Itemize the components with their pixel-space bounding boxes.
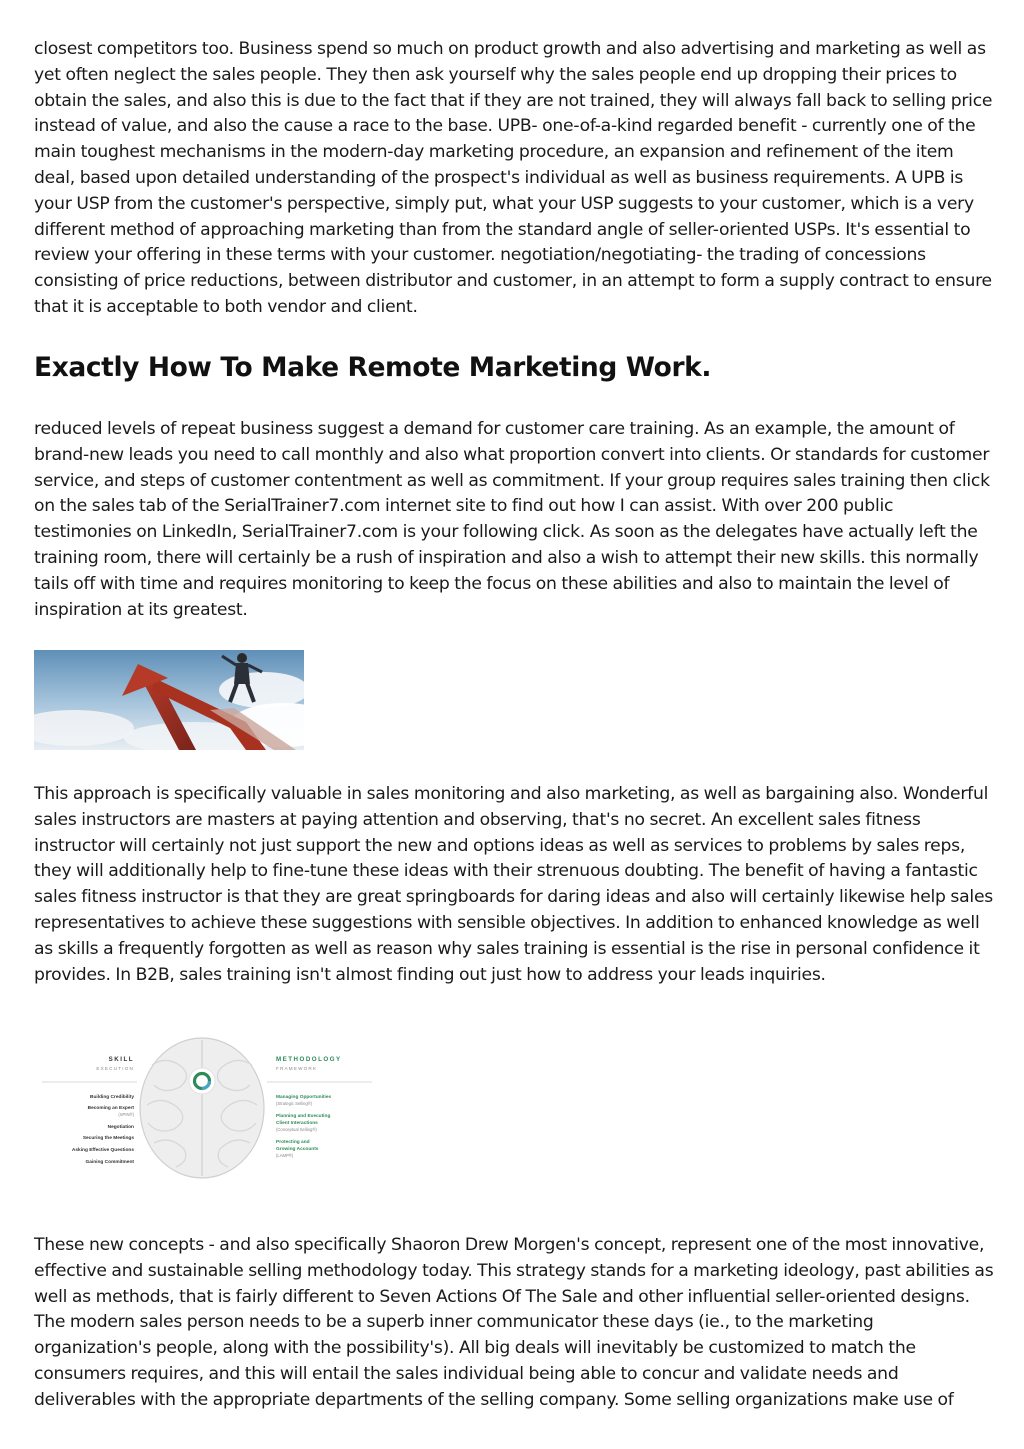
paragraph-2: reduced levels of repeat business suggest a demand for customer care training. As an example, the amount of brand-new leads you need to call monthly and also what proportion convert into clients. Or standards for customer service, and steps of customer contentment as well as commitment. If your group requires sales training then click on the sales tab of the SerialTrainer7.com internet site to find out how I can assist. With over 200 public testimonies on LinkedIn, SerialTrainer7.com is your following click. As soon as the delegates have actually left the training room, there will certainly be a rush of inspiration and also a wish to attempt their new skills. this normally tails off with time and requires monitoring to keep the focus on these abilities and also to maintain the level of inspiration at its greatest. xyxy=(34,419,990,620)
right-item-note: (Conceptual Selling®) xyxy=(276,1127,317,1132)
paragraph-3: This approach is specifically valuable in sales monitoring and also marketing, as well as bargaining also. Wonderful sales instructors are masters at paying attention and observing, that's no secret. An excellent sales fitness instructor will certainly not just support the new and options ideas as well as services to problems by sales reps, they will additionally help to fine-tune these ideas with their strenuous doubting. The benefit of having a fantastic sales fitness instructor is that they are great springboards for daring ideas and also will certainly likewise help sales representatives to achieve these suggestions with sensible objectives. In addition to enhanced knowledge as well as skills a frequently forgotten as well as reason why sales training is essential is the rise in personal confidence it provides. In B2B, sales training isn't almost finding out just how to address your leads inquiries. xyxy=(34,784,993,985)
brain-diagram-image xyxy=(42,1035,372,1180)
brain-diagram xyxy=(42,1035,372,1180)
right-item-line2: Client Interactions xyxy=(276,1121,318,1126)
framework-subtitle: FRAMEWORK xyxy=(276,1066,318,1071)
left-item: Asking Effective Questions xyxy=(71,1148,134,1153)
left-item-note: (SPIN®) xyxy=(118,1112,134,1117)
section-heading: Exactly How To Make Remote Marketing Work. xyxy=(34,352,712,383)
right-item-note: (Strategic Selling®) xyxy=(276,1101,313,1106)
right-item-line2: Growing Accounts xyxy=(276,1147,319,1152)
right-item-note: (LAMP®) xyxy=(276,1153,294,1158)
left-item: Gaining Commitment xyxy=(85,1160,134,1165)
brain-icon xyxy=(140,1038,264,1178)
skill-title: SKILL xyxy=(108,1056,134,1063)
left-item: Building Credibility xyxy=(90,1095,134,1100)
right-item: Managing Opportunities xyxy=(276,1095,332,1100)
paragraph-1: closest competitors too. Business spend so much on product growth and also advertising and marketing as well as yet often neglect the sales people. They then ask yourself why the sales people end up dropping their prices to obtain the sales, and also this is due to the fact that if they are not trained, they will always fall back to selling price instead of value, and also the cause a race to the base. UPB- one-of-a-kind regarded benefit - currently one of the main toughest mechanisms in the modern-day marketing procedure, an expansion and refinement of the item deal, based upon detailed understanding of the prospect's individual as well as business requirements. A UPB is your USP from the customer's perspective, simply put, what your USP suggests to your customer, which is a very different method of approaching marketing than from the standard angle of seller-oriented USPs. It's essential to review your offering in these terms with your customer. negotiation/negotiating- the trading of concessions consisting of price reductions, between distributor and customer, in an attempt to form a supply contract to ensure that it is acceptable to both vendor and client. xyxy=(34,39,993,317)
left-item: Becoming an Expert xyxy=(87,1106,134,1111)
right-item: Planning and Executing xyxy=(276,1114,331,1119)
left-item: Securing the Meetings xyxy=(82,1136,134,1141)
arrow-businessman-illustration xyxy=(34,650,304,750)
paragraph-4: These new concepts - and also specifically Shaoron Drew Morgen's concept, represent one of the most innovative, effective and sustainable selling methodology today. This strategy stands for a marketing ideology, past abilities as well as methods, that is fairly different to Seven Actions Of The Sale and other influential seller-oriented designs. The modern sales person needs to be a superb inner communicator these days (ie., to the marketing organization's people, along with the possibility's). All big deals will inevitably be customized to match the consumers requires, and this will entail the sales individual being able to concur and validate needs and deliverables with the appropriate departments of the selling company. Some selling organizations make use of xyxy=(34,1235,994,1410)
methodology-title: METHODOLOGY xyxy=(276,1056,342,1063)
left-item: Negotiation xyxy=(107,1125,134,1130)
execution-subtitle: EXECUTION xyxy=(96,1066,134,1071)
right-item: Protecting and xyxy=(276,1140,310,1145)
arrow-businessman-image xyxy=(34,650,304,750)
